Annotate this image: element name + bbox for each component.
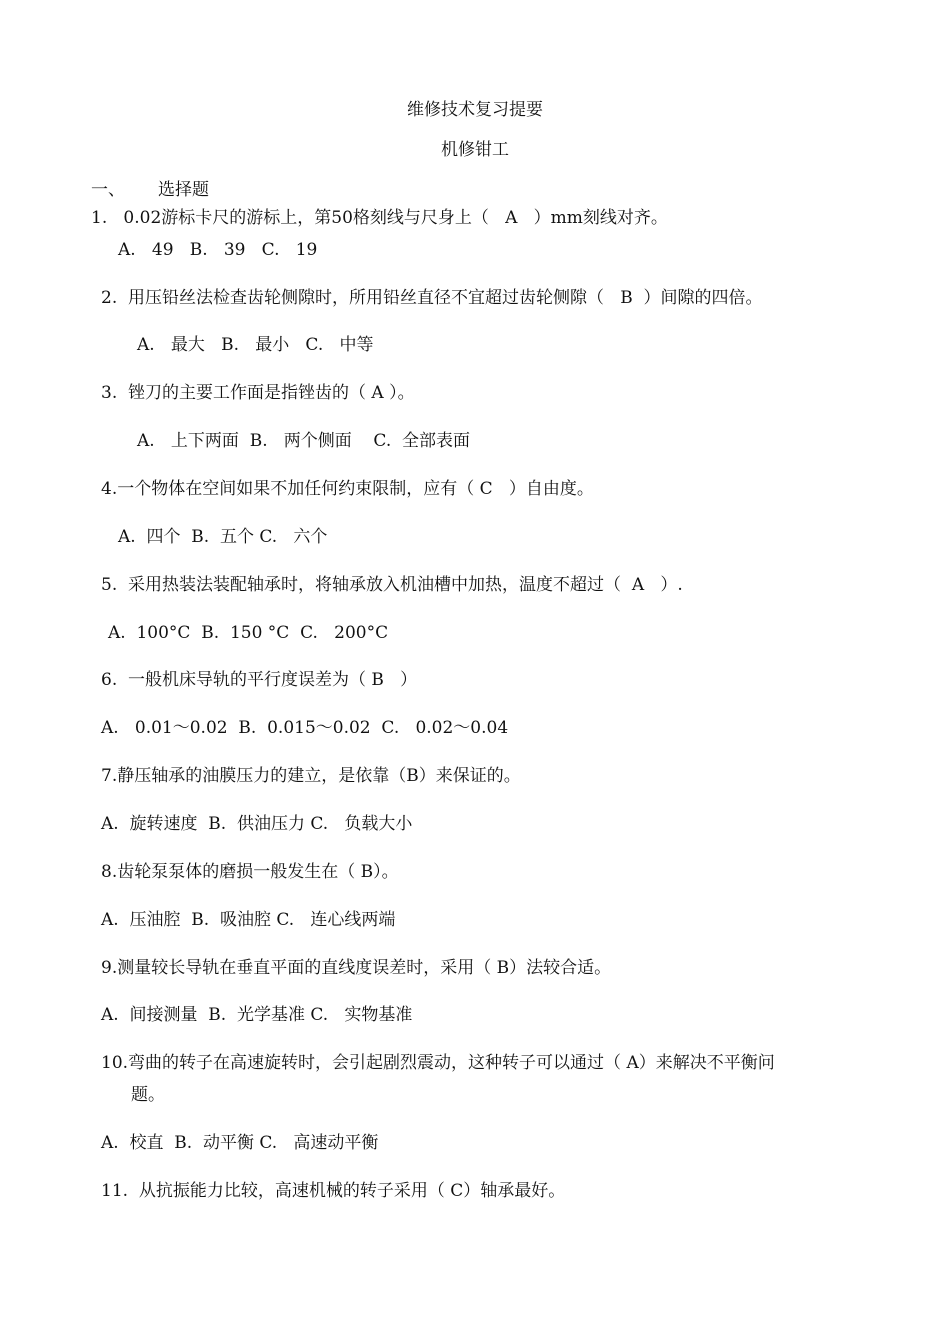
question-9-options: A. 间接测量 B. 光学基准 C. 实物基准: [101, 1005, 413, 1025]
section-heading: 选择题: [158, 180, 209, 200]
section-number: 一、: [91, 180, 125, 200]
question-3: 3. 锉刀的主要工作面是指锉齿的（ A ）。: [101, 383, 415, 403]
document-subtitle: 机修钳工: [441, 140, 509, 160]
question-2-options: A. 最大 B. 最小 C. 中等: [137, 335, 374, 355]
question-7-options: A. 旋转速度 B. 供油压力 C. 负载大小: [101, 814, 413, 834]
question-3-options: A. 上下两面 B. 两个侧面 C. 全部表面: [137, 431, 471, 451]
question-1-options: A. 49 B. 39 C. 19: [118, 240, 318, 260]
question-8: 8.齿轮泵泵体的磨损一般发生在（ B）。: [101, 862, 399, 882]
question-11: 11. 从抗振能力比较，高速机械的转子采用（ C）轴承最好。: [101, 1181, 566, 1201]
question-1: 1. 0.02游标卡尺的游标上，第50格刻线与尺身上（ A ）mm刻线对齐。: [91, 208, 668, 228]
question-6: 6. 一般机床导轨的平行度误差为（ B ）: [101, 670, 418, 690]
question-10-options: A. 校直 B. 动平衡 C. 高速动平衡: [101, 1133, 379, 1153]
question-7: 7.静压轴承的油膜压力的建立，是依靠（B）来保证的。: [101, 766, 521, 786]
question-6-options: A. 0.01～0.02 B. 0.015～0.02 C. 0.02～0.04: [101, 718, 509, 738]
question-2: 2. 用压铅丝法检查齿轮侧隙时，所用铅丝直径不宜超过齿轮侧隙（ B ）间隙的四倍。: [101, 288, 763, 308]
question-10: 10.弯曲的转子在高速旋转时，会引起剧烈震动，这种转子可以通过（ A）来解决不平衡问: [101, 1053, 775, 1073]
question-9: 9.测量较长导轨在垂直平面的直线度误差时，采用（ B）法较合适。: [101, 958, 612, 978]
question-4: 4.一个物体在空间如果不加任何约束限制，应有（ C ）自由度。: [101, 479, 594, 499]
question-5: 5. 采用热装法装配轴承时，将轴承放入机油槽中加热，温度不超过（ A ）.: [101, 575, 683, 595]
question-10-continuation: 题。: [131, 1085, 165, 1105]
document-title: 维修技术复习提要: [407, 100, 543, 120]
question-5-options: A. 100°C B. 150 °C C. 200°C: [108, 623, 389, 643]
question-4-options: A. 四个 B. 五个 C. 六个: [118, 527, 328, 547]
question-8-options: A. 压油腔 B. 吸油腔 C. 连心线两端: [101, 910, 396, 930]
